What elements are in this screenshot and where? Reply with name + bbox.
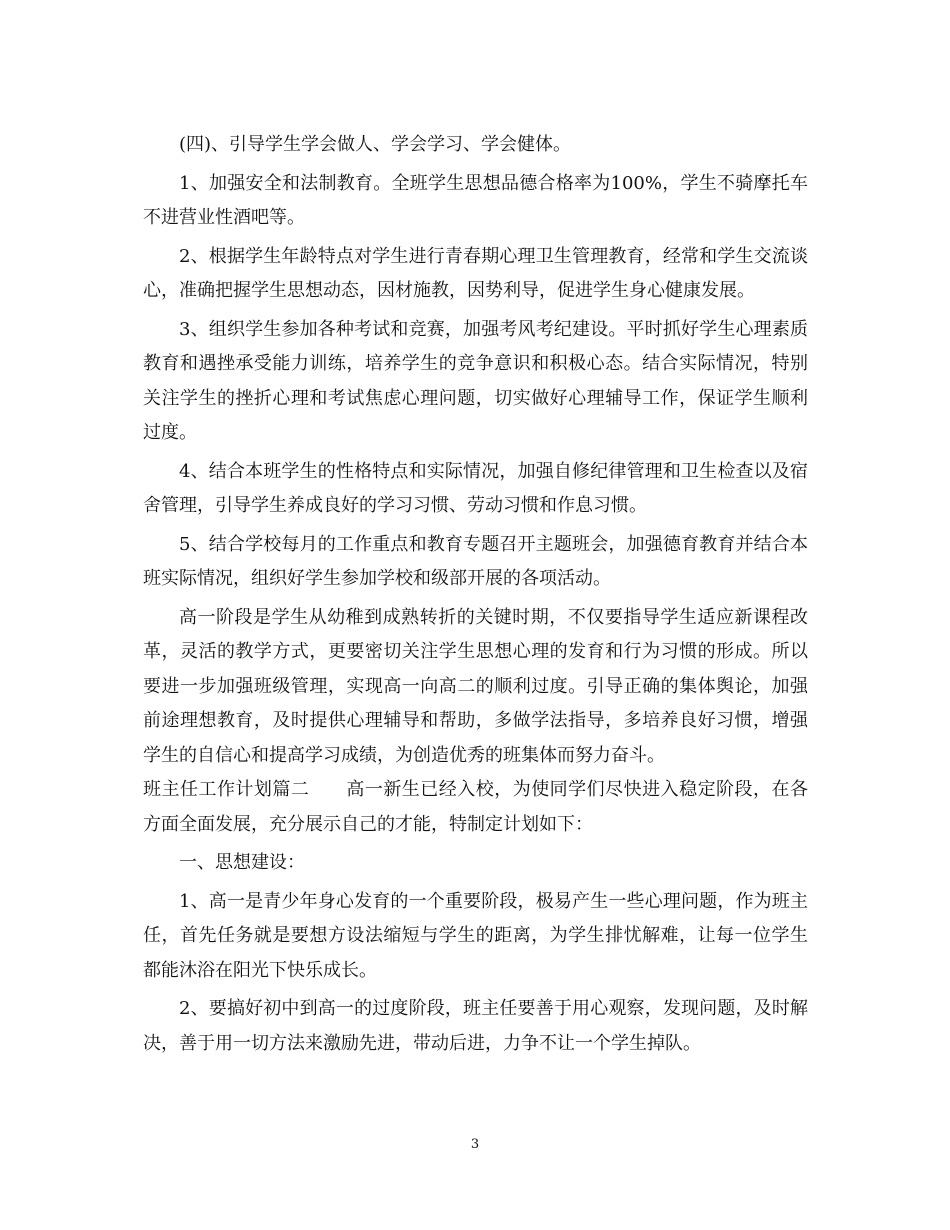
paragraph-summary: 高一阶段是学生从幼稚到成熟转折的关键时期，不仅要指导学生适应新课程改革，灵活的教学方式，更要密切关注学生思想心理的发育和行为习惯的形成。所以要进一步加强班级管理，实现高一向高二的顺利过度。引导正确的集体舆论，加强前途理想教育，及时提供心理辅导和帮助，多做学法指导，多培养良好习惯，增强学生的自信心和提高学习成绩，为创造优秀的班集体而努力奋斗。 <box>143 606 808 766</box>
document-page <box>143 128 808 1128</box>
paragraph-ideology-heading: 一、思想建设： <box>179 852 305 873</box>
paragraph-item-5-class-meetings: 5、结合学校每月的工作重点和教育专题召开主题班会，加强德育教育并结合本班实际情况，组织好学生参加学校和级部开展的各项活动。 <box>143 533 808 589</box>
paragraph-item-1-safety: 1、加强安全和法制教育。全班学生思想品德合格率为100%，学生不骑摩托车不进营业性酒吧等。 <box>143 172 808 228</box>
paragraph-section-four-heading: (四)、引导学生学会做人、学会学习、学会健体。 <box>179 134 572 155</box>
paragraph-item-4-discipline: 4、结合本班学生的性格特点和实际情况，加强自修纪律管理和卫生检查以及宿舍管理，引导学生养成良好的学习习惯、劳动习惯和作息习惯。 <box>143 460 808 516</box>
paragraph-ideology-item-2: 2、要搞好初中到高一的过度阶段，班主任要善于用心观察，发现问题，及时解决，善于用一切方法来激励先进，带动后进，力争不让一个学生掉队。 <box>143 998 808 1054</box>
page-number: 3 <box>470 1137 480 1152</box>
paragraph-ideology-item-1: 1、高一是青少年身心发育的一个重要阶段，极易产生一些心理问题，作为班主任，首先任务就是要想方设法缩短与学生的距离，为学生排忧解难，让每一位学生都能沐浴在阳光下快乐成长。 <box>143 890 808 981</box>
paragraph-item-2-psychology: 2、根据学生年龄特点对学生进行青春期心理卫生管理教育，经常和学生交流谈心，准确把握学生思想动态，因材施教，因势利导，促进学生身心健康发展。 <box>143 245 808 301</box>
paragraph-plan-two-intro: 班主任工作计划篇二 高一新生已经入校，为使同学们尽快进入稳定阶段，在各方面全面发展，充分展示自己的才能，特制定计划如下： <box>143 779 808 835</box>
paragraph-item-3-exams: 3、组织学生参加各种考试和竞赛，加强考风考纪建设。平时抓好学生心理素质教育和遇挫承受能力训练，培养学生的竞争意识和积极心态。结合实际情况，特别关注学生的挫折心理和考试焦虑心理问题，切实做好心理辅导工作，保证学生顺利过度。 <box>143 318 808 443</box>
